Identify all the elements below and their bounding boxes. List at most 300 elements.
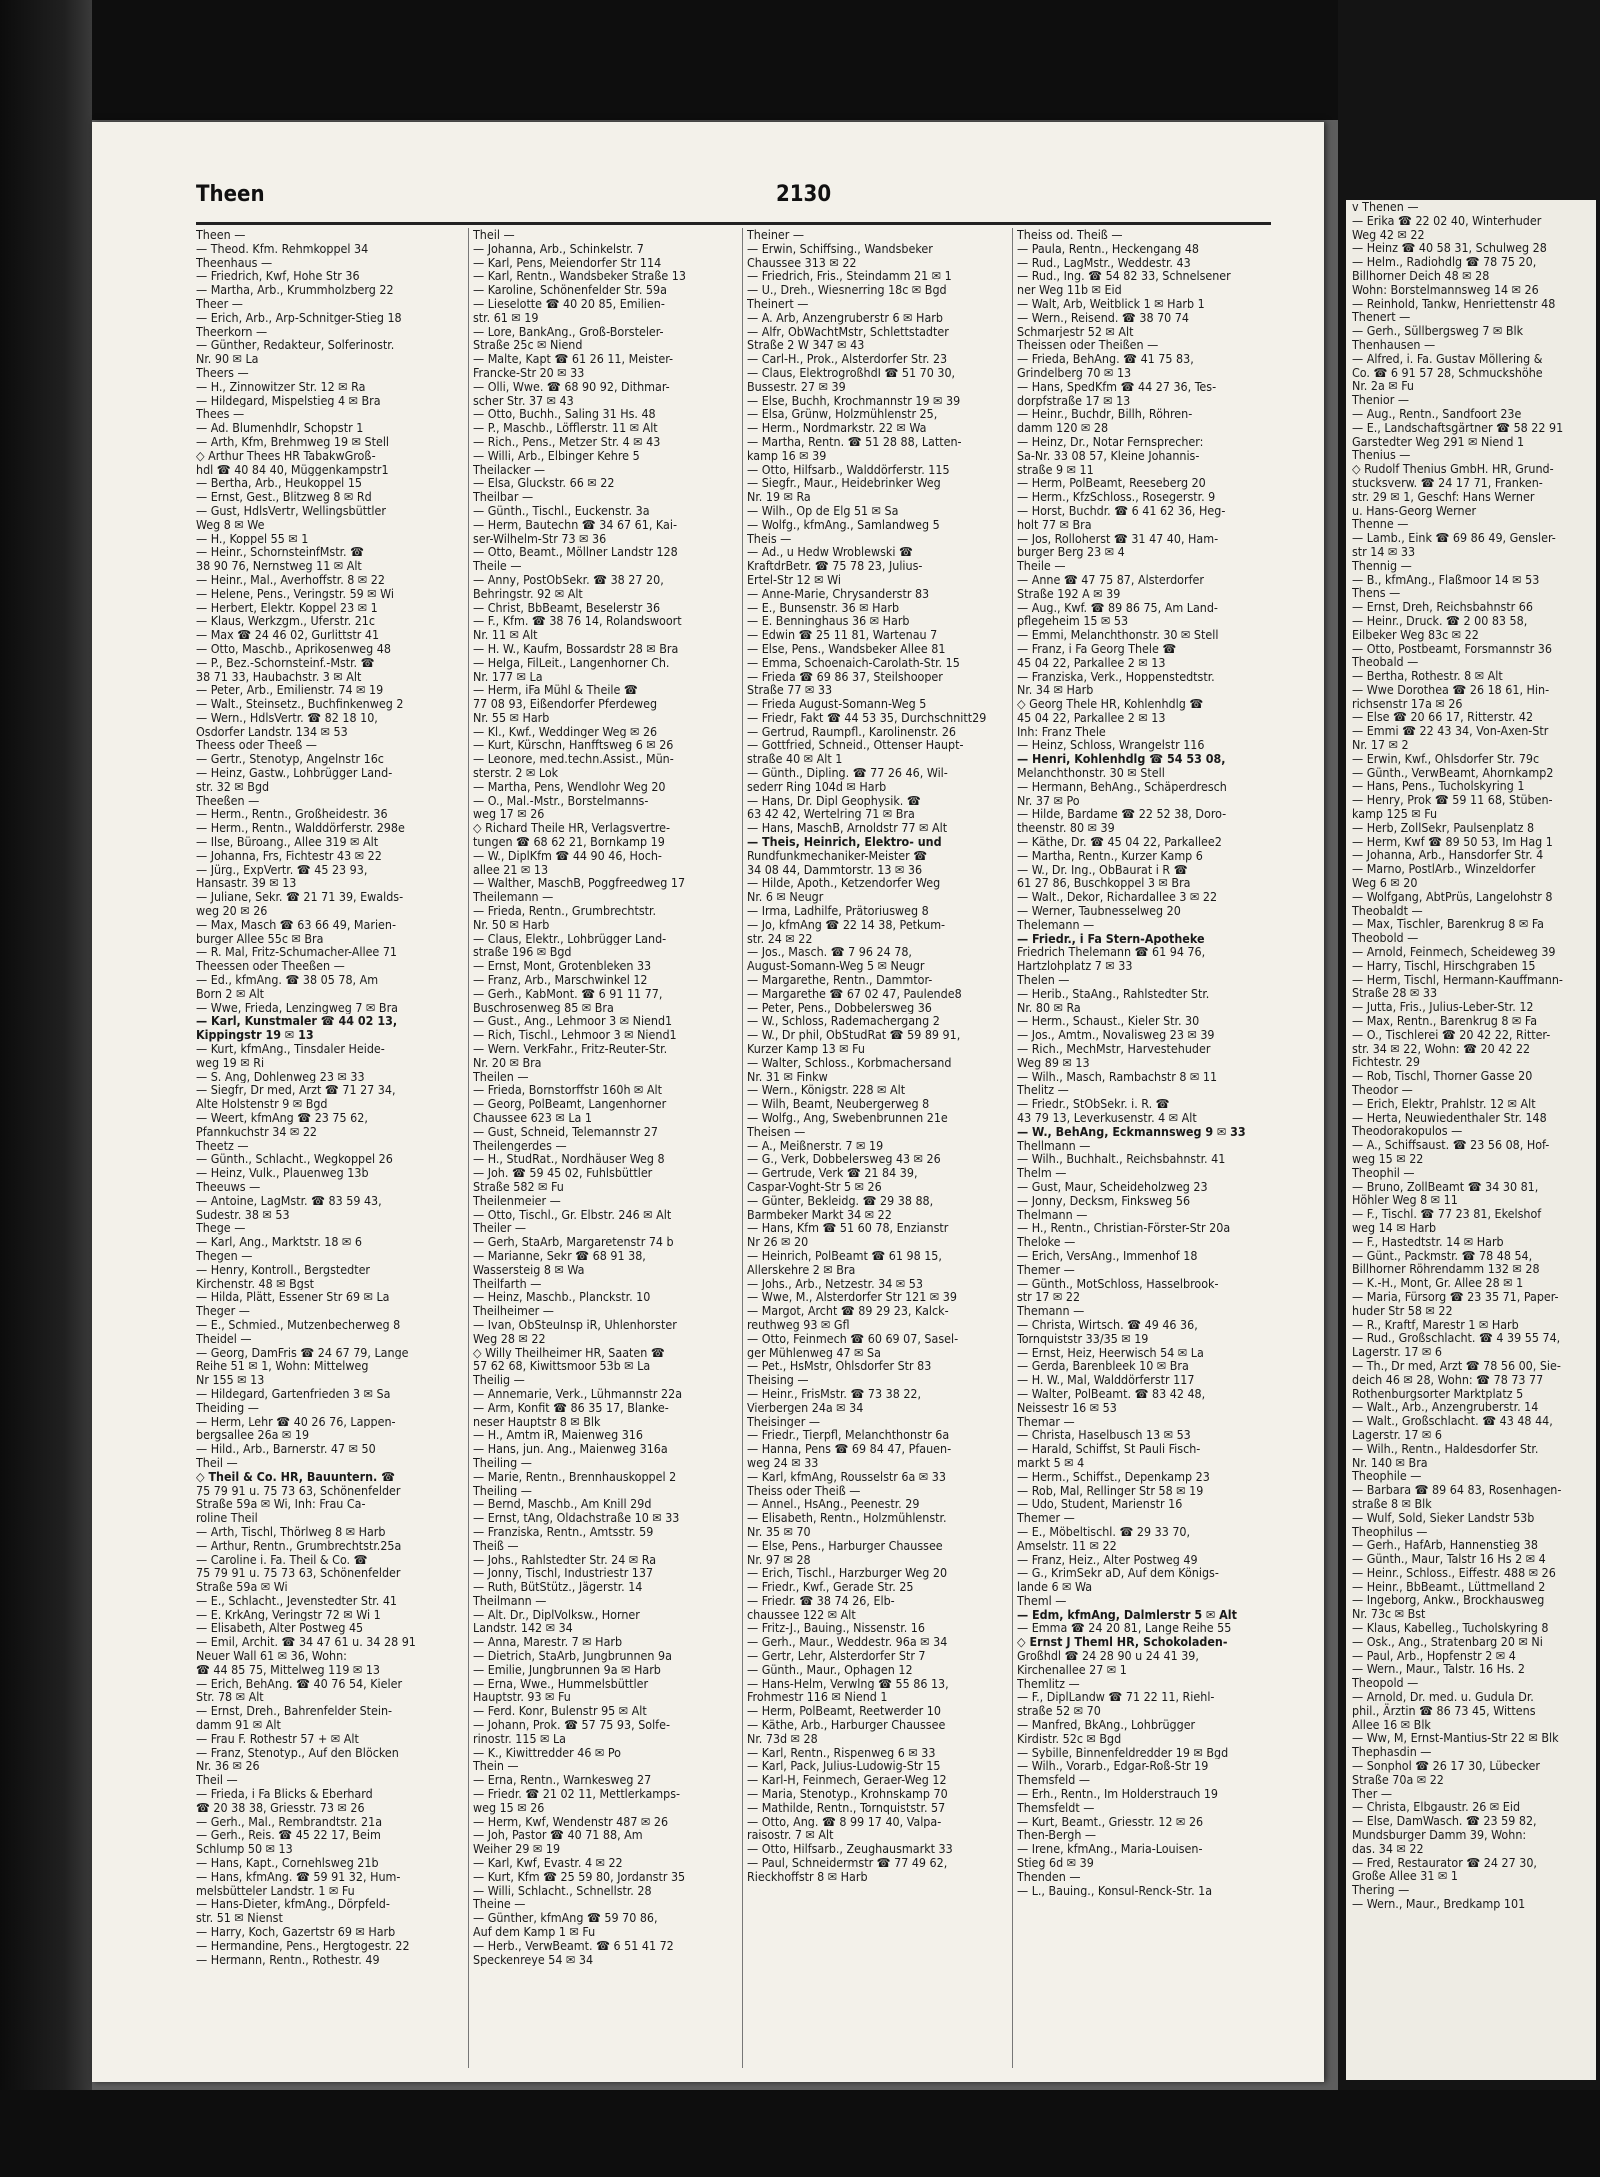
directory-entry: ◇ Willy Theilheimer HR, Saaten ☎	[473, 1345, 665, 1360]
directory-entry: Weg 8 ✉ We	[196, 517, 265, 532]
directory-entry: — Günther, kfmAng ☎ 59 70 86,	[473, 1911, 658, 1926]
directory-entry: Thelm —	[1017, 1166, 1067, 1180]
directory-entry: — Heinz, Schloss, Wrangelstr 116	[1017, 738, 1205, 753]
directory-entry: 61 27 86, Buschkoppel 3 ✉ Bra	[1017, 876, 1191, 891]
directory-entry: — Arm, Konfit ☎ 86 35 17, Blanke-	[473, 1400, 669, 1415]
directory-entry: — Elsa, Grünw, Holzmühlenstr 25,	[747, 407, 938, 422]
directory-entry: — Hans, Kapt., Cornehlsweg 21b	[196, 1856, 379, 1870]
directory-entry: Theen —	[196, 228, 246, 242]
adjacent-entry: — R., Kraftf, Marestr 1 ✉ Harb	[1352, 1316, 1519, 1332]
directory-entry: — Friedr., StObSekr. i. R. ☎	[1017, 1097, 1170, 1111]
adjacent-entry: stucksverw. ☎ 24 17 71, Franken-	[1352, 474, 1543, 490]
directory-entry: — Franz, i Fa Georg Thele ☎	[1017, 641, 1177, 656]
directory-entry: Thelemann —	[1017, 917, 1095, 932]
directory-entry: — Kurt, Kfm ☎ 25 59 80, Jordanstr 35	[473, 1869, 686, 1884]
directory-entry: — U., Dreh., Wiesnerring 18c ✉ Bgd	[747, 283, 947, 297]
directory-entry: — Friedrich, Fris., Steindamm 21 ✉ 1	[747, 269, 952, 284]
directory-entry: — H., StudRat., Nordhäuser Weg 8	[473, 1152, 665, 1167]
column-2	[468, 228, 729, 2068]
directory-entry: — Gust., Ang., Lehmoor 3 ✉ Niend1	[473, 1014, 673, 1029]
adjacent-entry: — O., Tischlerei ☎ 20 42 22, Ritter-	[1352, 1026, 1551, 1042]
directory-entry: — H. W., Kaufm, Bossardstr 28 ✉ Bra	[473, 641, 679, 656]
directory-entry: — Hild., Arb., Barnerstr. 47 ✉ 50	[196, 1442, 376, 1456]
directory-entry: ◇ Theil & Co. HR, Bauuntern. ☎	[196, 1469, 396, 1484]
directory-entry: ger Mühlenweg 47 ✉ Sa	[747, 1345, 881, 1360]
directory-columns	[196, 228, 1271, 2068]
adjacent-entry: — Günt., Packmstr. ☎ 78 48 54,	[1352, 1247, 1533, 1263]
directory-entry: — Klaus, Werkzgm., Uferstr. 21c	[196, 614, 376, 629]
adjacent-entry: Theobaldt —	[1352, 902, 1423, 918]
adjacent-entry: Weg 6 ✉ 20	[1352, 875, 1418, 891]
directory-entry: — Jonny, Tischl, Industriestr 137	[473, 1566, 654, 1581]
directory-entry: Theeuws —	[196, 1179, 261, 1194]
directory-entry: — Gottfried, Schneid., Ottenser Haupt-	[747, 738, 964, 753]
directory-entry: — Peter, Arb., Emilienstr. 74 ✉ 19	[196, 683, 384, 698]
directory-entry: — Kurt, Kürschn, Hanfftsweg 6 ✉ 26	[473, 738, 674, 753]
adjacent-entry: — Helm., Radiohdlg ☎ 78 75 20,	[1352, 254, 1537, 270]
directory-entry: — R. Mal, Fritz-Schumacher-Allee 71	[196, 945, 398, 960]
adjacent-entry: kamp 125 ✉ Fu	[1352, 806, 1438, 822]
directory-entry: — Werner, Taubnesselweg 20	[1017, 904, 1181, 918]
adjacent-entry: — Aug., Rentn., Sandfoort 23e	[1352, 405, 1522, 421]
directory-entry: — G., Verk, Dobbelersweg 43 ✉ 26	[747, 1152, 941, 1167]
directory-entry: — Marie, Rentn., Brennhauskoppel 2	[473, 1469, 677, 1484]
directory-entry: Allerskehre 2 ✉ Bra	[747, 1262, 856, 1277]
adjacent-page-column	[1346, 200, 1596, 1911]
directory-entry: Rieckhoffstr 8 ✉ Harb	[747, 1869, 868, 1884]
directory-entry: — Margarethe, Rentn., Dammtor-	[747, 973, 933, 987]
directory-entry: — W., BehAng, Eckmannsweg 9 ✉ 33	[1017, 1124, 1246, 1139]
adjacent-entry: Garstedter Weg 291 ✉ Niend 1	[1352, 433, 1525, 449]
adjacent-entry: — Rud., Großschlacht. ☎ 4 39 55 74,	[1352, 1330, 1561, 1346]
adjacent-entry: — Erwin, Kwf., Ohlsdorfer Str. 79c	[1352, 750, 1540, 766]
directory-entry: Theeßen —	[196, 793, 260, 808]
directory-entry: Thein —	[473, 1759, 519, 1774]
adjacent-entry: — Otto, Postbeamt, Forsmannstr 36	[1352, 640, 1552, 656]
adjacent-entry: str. 29 ✉ 1, Geschf: Hans Werner	[1352, 488, 1535, 504]
adjacent-entry: — Herta, Neuwiedenthaler Str. 148	[1352, 1109, 1547, 1125]
directory-entry: — Juliane, Sekr. ☎ 21 71 39, Ewalds-	[196, 890, 404, 905]
directory-entry: — Otto, Ang. ☎ 8 99 17 40, Valpa-	[747, 1814, 942, 1829]
directory-entry: — Günth., Schlacht., Wegkoppel 26	[196, 1152, 393, 1167]
directory-entry: — A. Arb, Anzengruberstr 6 ✉ Harb	[747, 310, 943, 325]
directory-entry: — Otto, Feinmech ☎ 60 69 07, Sasel-	[747, 1331, 959, 1346]
directory-entry: — Herbert, Elektr. Koppel 23 ✉ 1	[196, 600, 378, 615]
directory-entry: — Emma ☎ 24 20 81, Lange Reihe 55	[1017, 1621, 1232, 1636]
directory-entry: — Carl-H., Prok., Alsterdorfer Str. 23	[747, 352, 948, 366]
directory-entry: — P., Bez.-Schornsteinf.-Mstr. ☎	[196, 655, 375, 670]
directory-entry: Nr. 31 ✉ Finkw	[747, 1069, 828, 1084]
directory-entry: — H., Koppel 55 ✉ 1	[196, 531, 309, 546]
directory-entry: Theilengerdes —	[473, 1138, 567, 1153]
adjacent-entry: Fichtestr. 29	[1352, 1054, 1420, 1070]
adjacent-entry: Thephasdin —	[1352, 1744, 1432, 1760]
directory-entry: Vierbergen 24a ✉ 34	[747, 1400, 864, 1415]
directory-entry: burger Allee 55c ✉ Bra	[196, 931, 324, 946]
directory-entry: 34 08 44, Dammtorstr. 13 ✉ 36	[747, 862, 923, 877]
directory-entry: — Hans, MaschB, Arnoldstr 77 ✉ Alt	[747, 821, 948, 836]
directory-entry: — Otto, Beamt., Möllner Landstr 128	[473, 545, 678, 560]
directory-entry: — Johanna, Arb., Schinkelstr. 7	[473, 241, 644, 256]
adjacent-entry: str. 34 ✉ 22, Wohn: ☎ 20 42 22	[1352, 1040, 1531, 1056]
directory-entry: — Hermandine, Pens., Hergtogestr. 22	[196, 1938, 410, 1953]
directory-entry: Nr. 20 ✉ Bra	[473, 1055, 542, 1070]
adjacent-entry: Straße 28 ✉ 33	[1352, 985, 1438, 1001]
directory-entry: — Otto, Maschb., Aprikosenweg 48	[196, 641, 391, 656]
directory-entry: Themsfeldt —	[1017, 1800, 1095, 1815]
directory-entry: — Joh. ☎ 59 45 02, Fuhlsbüttler	[473, 1166, 653, 1180]
directory-entry: — Friedr, Fakt ☎ 44 53 35, Durchschnitt29	[747, 710, 987, 725]
directory-entry: — Hermann, Rentn., Rothestr. 49	[196, 1952, 380, 1967]
directory-entry: — Heinz, Vulk., Plauenweg 13b	[196, 1166, 369, 1180]
adjacent-entry: — Herm, Tischl, Hermann-Kauffmann-	[1352, 971, 1563, 987]
directory-entry: Straße 25c ✉ Niend	[473, 338, 583, 353]
adjacent-entry: — Klaus, Kabelleg., Tucholskyring 8	[1352, 1620, 1549, 1636]
directory-entry: Hansastr. 39 ✉ 13	[196, 876, 297, 891]
directory-entry: — Frieda August-Somann-Weg 5	[747, 697, 927, 711]
directory-entry: — Manfred, BkAng., Lohbrügger	[1017, 1718, 1196, 1732]
directory-entry: — Jürg., ExpVertr. ☎ 45 23 93,	[196, 862, 368, 877]
directory-entry: — Herm, Lehr ☎ 40 26 76, Lappen-	[196, 1414, 396, 1429]
directory-entry: Chaussee 313 ✉ 22	[747, 255, 857, 270]
adjacent-entry: straße 8 ✉ Blk	[1352, 1495, 1432, 1511]
directory-entry: — Karoline, Schönenfelder Str. 59a	[473, 283, 667, 297]
directory-entry: Nr. 34 ✉ Harb	[1017, 683, 1094, 698]
directory-entry: — Alt. Dr., DiplVolksw., Horner	[473, 1607, 640, 1622]
directory-entry: str. 61 ✉ 19	[473, 310, 539, 325]
directory-entry: Schlump 50 ✉ 13	[196, 1842, 293, 1857]
directory-entry: — Heinz, Gastw., Lohbrügger Land-	[196, 766, 393, 780]
directory-entry: Wassersteig 8 ✉ Wa	[473, 1262, 585, 1277]
directory-entry: — Herb., VerwBeamt. ☎ 6 51 41 72	[473, 1938, 674, 1953]
directory-entry: — Anne ☎ 47 75 87, Alsterdorfer	[1017, 572, 1204, 587]
directory-entry: — Hildegard, Mispelstieg 4 ✉ Bra	[196, 393, 381, 408]
running-head: Theen	[196, 182, 265, 207]
directory-entry: 63 42 42, Wertelring 71 ✉ Bra	[747, 807, 915, 822]
directory-entry: — Gerh., KabMont. ☎ 6 91 11 77,	[473, 986, 663, 1001]
directory-entry: Weg 89 ✉ 13	[1017, 1055, 1090, 1070]
directory-entry: — Arth, Kfm, Brehmweg 19 ✉ Stell	[196, 434, 390, 449]
directory-entry: — Antoine, LagMstr. ☎ 83 59 43,	[196, 1193, 382, 1208]
directory-entry: Weiher 29 ✉ 19	[473, 1842, 561, 1857]
directory-entry: Theis —	[747, 531, 792, 546]
directory-entry: Theissen oder Theißen —	[1017, 338, 1159, 353]
directory-entry: — Friedr. ☎ 38 74 26, Elb-	[747, 1593, 895, 1608]
directory-entry: — Otto, Buchh., Saling 31 Hs. 48	[473, 407, 656, 422]
directory-entry: Nr. 11 ✉ Alt	[473, 628, 538, 642]
directory-entry: — Frieda, BehAng. ☎ 41 75 83,	[1017, 352, 1194, 366]
directory-entry: — Heinr., FrisMstr. ☎ 73 38 22,	[747, 1386, 922, 1401]
directory-entry: 45 04 22, Parkallee 2 ✉ 13	[1017, 655, 1166, 670]
directory-entry: Straße 192 A ✉ 39	[1017, 586, 1121, 601]
directory-entry: Theil —	[196, 1455, 238, 1470]
directory-entry: — Wilh., Buchhalt., Reichsbahnstr. 41	[1017, 1152, 1226, 1167]
directory-entry: Theil —	[473, 228, 515, 242]
directory-entry: — Heinr., Mal., Averhoffstr. 8 ✉ 22	[196, 572, 385, 587]
directory-entry: damm 120 ✉ 28	[1017, 421, 1109, 435]
directory-entry: — Erich, BehAng. ☎ 40 76 54, Kieler	[196, 1676, 403, 1691]
directory-entry: — Maria, Stenotyp., Krohnskamp 70	[747, 1787, 948, 1801]
directory-entry: Kirdistr. 52c ✉ Bgd	[1017, 1731, 1122, 1746]
adjacent-entry: deich 46 ✉ 28, Wohn: ☎ 78 73 77	[1352, 1371, 1544, 1387]
directory-entry: — Herm, iFa Mühl & Theile ☎	[473, 683, 638, 698]
directory-entry: 43 79 13, Leverkusenstr. 4 ✉ Alt	[1017, 1111, 1197, 1125]
directory-entry: Then-Bergh —	[1017, 1828, 1097, 1843]
directory-entry: — Gust, Maur, Scheideholzweg 23	[1017, 1179, 1208, 1194]
directory-entry: — P., Maschb., Löfflerstr. 11 ✉ Alt	[473, 421, 658, 435]
directory-entry: — Paul, Schneidermstr ☎ 77 49 62,	[747, 1856, 948, 1870]
directory-entry: — Johs., Arb., Netzestr. 34 ✉ 53	[747, 1276, 923, 1291]
directory-entry: — Hermann, BehAng., Schäperdresch	[1017, 779, 1227, 794]
adjacent-entry: — Jutta, Fris., Julius-Leber-Str. 12	[1352, 999, 1534, 1015]
directory-entry: — Karl, Pens, Meiendorfer Str 114	[473, 255, 662, 270]
adjacent-entry: — Harry, Tischl, Hirschgraben 15	[1352, 957, 1536, 973]
directory-entry: Grindelberg 70 ✉ 13	[1017, 365, 1132, 380]
directory-entry: Weg 28 ✉ 22	[473, 1331, 546, 1346]
directory-entry: — Wern., HdlsVertr. ☎ 82 18 10,	[196, 710, 378, 725]
directory-entry: Frohmestr 116 ✉ Niend 1	[747, 1690, 888, 1705]
directory-entry: Nr. 37 ✉ Po	[1017, 793, 1080, 808]
adjacent-entry: Theophile —	[1352, 1468, 1422, 1484]
directory-entry: — Georg, PolBeamt, Langenhorner	[473, 1097, 667, 1111]
directory-entry: str. 32 ✉ Bgd	[196, 779, 270, 794]
adjacent-entry: Billhorner Röhrendamm 132 ✉ 28	[1352, 1261, 1540, 1277]
directory-entry: Theiner —	[747, 228, 805, 242]
directory-entry: Theile —	[473, 559, 522, 573]
directory-entry: — Peter, Pens., Dobbelersweg 36	[747, 1000, 932, 1015]
directory-entry: — Wern., Reisend. ☎ 38 70 74	[1017, 310, 1189, 325]
adjacent-entry: — Max, Tischler, Barenkrug 8 ✉ Fa	[1352, 916, 1545, 932]
adjacent-entry: Billhorner Deich 48 ✉ 28	[1352, 267, 1490, 283]
adjacent-entry: — Heinr., BbBeamt., Lüttmelland 2	[1352, 1578, 1546, 1594]
adjacent-entry: — Johanna, Arb., Hansdorfer Str. 4	[1352, 847, 1544, 863]
directory-entry: Friedrich Thelemann ☎ 61 94 76,	[1017, 945, 1206, 960]
directory-entry: — Joh, Pastor ☎ 40 71 88, Am	[473, 1828, 643, 1843]
directory-entry: Nr. 36 ✉ 26	[196, 1759, 260, 1774]
adjacent-entry: — Erika ☎ 22 02 40, Winterhuder	[1352, 212, 1542, 228]
directory-entry: — Karl, Kwf, Evastr. 4 ✉ 22	[473, 1856, 623, 1870]
directory-entry: Themsfeld —	[1017, 1773, 1091, 1788]
directory-entry: — Theod. Kfm. Rehmkoppel 34	[196, 241, 369, 256]
directory-entry: Nr. 90 ✉ La	[196, 352, 259, 366]
directory-entry: — Herm., Rentn., Walddörferstr. 298e	[196, 821, 405, 836]
header-rule	[196, 222, 1271, 225]
directory-entry: burger Berg 23 ✉ 4	[1017, 545, 1125, 560]
directory-entry: — Hans, Kfm ☎ 51 60 78, Enzianstr	[747, 1221, 949, 1236]
directory-entry: — Rich, Tischl., Lehmoor 3 ✉ Niend1	[473, 1028, 677, 1043]
directory-entry: Theile —	[1017, 559, 1066, 573]
directory-entry: straße 196 ✉ Bgd	[473, 945, 572, 960]
directory-entry: 45 04 22, Parkallee 2 ✉ 13	[1017, 710, 1166, 725]
directory-entry: Melanchthonstr. 30 ✉ Stell	[1017, 766, 1165, 780]
directory-entry: — Günter, Bekleidg. ☎ 29 38 88,	[747, 1193, 934, 1208]
directory-entry: Theer —	[196, 296, 243, 311]
directory-entry: Caspar-Voght-Str 5 ✉ 26	[747, 1179, 882, 1194]
directory-entry: — Kurt, kfmAng., Tinsdaler Heide-	[196, 1042, 385, 1056]
directory-entry: — Claus, ElektrogroßhdI ☎ 51 70 30,	[747, 365, 956, 380]
directory-entry: Straße 582 ✉ Fu	[473, 1179, 564, 1194]
directory-entry: weg 24 ✉ 33	[747, 1455, 819, 1470]
directory-entry: — Hans-Dieter, kfmAng., Dörpfeld-	[196, 1897, 390, 1912]
directory-entry: Auf dem Kamp 1 ✉ Fu	[473, 1925, 596, 1939]
directory-entry: Alte Holstenstr 9 ✉ Bgd	[196, 1097, 328, 1111]
adjacent-entry: weg 14 ✉ Harb	[1352, 1219, 1437, 1235]
directory-entry: reuthweg 93 ✉ Gfl	[747, 1317, 850, 1332]
directory-entry: str 17 ✉ 22	[1017, 1290, 1081, 1305]
directory-entry: — Karl, kfmAng, Rousselstr 6a ✉ 33	[747, 1469, 946, 1484]
directory-entry: — Edwin ☎ 25 11 81, Wartenau 7	[747, 628, 938, 642]
directory-entry: — Hilda, Plätt, Essener Str 69 ✉ La	[196, 1290, 390, 1305]
directory-entry: — E. KrkAng, Veringstr 72 ✉ Wi 1	[196, 1607, 381, 1622]
directory-entry: — Otto, Tischl., Gr. Elbstr. 246 ✉ Alt	[473, 1207, 672, 1222]
directory-entry: — W., DiplKfm ☎ 44 90 46, Hoch-	[473, 848, 662, 863]
directory-entry: Francke-Str 20 ✉ 33	[473, 365, 585, 380]
directory-entry: Themlitz —	[1017, 1676, 1080, 1691]
directory-entry: Theetz —	[196, 1138, 249, 1153]
directory-entry: Rundfunkmechaniker-Meister ☎	[747, 848, 928, 863]
directory-entry: — Anna, Marestr. 7 ✉ Harb	[473, 1635, 623, 1650]
page-number: 2130	[776, 182, 832, 207]
adjacent-entry: — B., kfmAng., Flaßmoor 14 ✉ 53	[1352, 571, 1540, 587]
directory-entry: — Herm, Kwf, Wendenstr 487 ✉ 26	[473, 1814, 669, 1829]
directory-entry: — O., Mal.-Mstr., Borstelmanns-	[473, 793, 649, 808]
directory-entry: hdl ☎ 40 84 40, Müggenkampstr1	[196, 462, 389, 477]
directory-entry: — Frieda, i Fa Blicks & Eberhard	[196, 1787, 373, 1801]
directory-entry: — Emilie, Jungbrunnen 9a ✉ Harb	[473, 1662, 661, 1677]
directory-entry: Theger —	[196, 1304, 250, 1318]
directory-entry: — Ed., kfmAng. ☎ 38 05 78, Am	[196, 973, 379, 987]
adjacent-entry: — Max, Rentn., Barenkrug 8 ✉ Fa	[1352, 1013, 1538, 1029]
directory-entry: — Karl-H, Feinmech, Geraer-Weg 12	[747, 1773, 947, 1788]
directory-entry: Theiss od. Theiß —	[1017, 228, 1123, 242]
directory-entry: — Bernd, Maschb., Am Knill 29d	[473, 1497, 652, 1512]
directory-entry: str. 51 ✉ Nienst	[196, 1911, 283, 1926]
directory-entry: Thelen —	[1017, 973, 1070, 987]
directory-entry: — Herm., Schaust., Kieler Str. 30	[1017, 1014, 1200, 1029]
adjacent-entry: — Ww, M, Ernst-Mantius-Str 22 ✉ Blk	[1352, 1730, 1559, 1746]
directory-entry: Behringstr. 92 ✉ Alt	[473, 586, 583, 601]
directory-entry: Theiß —	[473, 1538, 519, 1553]
directory-entry: — Henri, Kohlenhdlg ☎ 54 53 08,	[1017, 752, 1226, 767]
adjacent-entry: u. Hans-Georg Werner	[1352, 502, 1477, 518]
adjacent-entry: Thenius —	[1352, 447, 1411, 463]
directory-entry: Straße 2 W 347 ✉ 43	[747, 338, 865, 353]
directory-entry: Theilig —	[473, 1373, 525, 1387]
directory-entry: — Fritz-J., Bauing., Nissenstr. 16	[747, 1621, 925, 1636]
directory-entry: Nr. 97 ✉ 28	[747, 1552, 811, 1567]
adjacent-entry: — Arnold, Feinmech, Scheideweg 39	[1352, 944, 1556, 960]
directory-entry: straße 52 ✉ 70	[1017, 1704, 1101, 1719]
directory-entry: — E., Schlacht., Jevenstedter Str. 41	[196, 1593, 398, 1608]
directory-entry: — Emmi, Melanchthonstr. 30 ✉ Stell	[1017, 628, 1219, 642]
adjacent-entry: — Emmi ☎ 22 43 34, Von-Axen-Str	[1352, 723, 1549, 739]
directory-entry: Theilmann —	[473, 1593, 547, 1608]
directory-entry: — Ernst, Heiz, Heerwisch 54 ✉ La	[1017, 1345, 1204, 1360]
directory-entry: — Elsa, Gluckstr. 66 ✉ 22	[473, 476, 615, 491]
adjacent-entry: Theobald —	[1352, 654, 1419, 670]
adjacent-entry: — Alfred, i. Fa. Gustav Möllering &	[1352, 350, 1543, 366]
adjacent-entry: Lagerstr. 17 ✉ 6	[1352, 1344, 1442, 1360]
directory-entry: — Gerh, StaArb, Margaretenstr 74 b	[473, 1235, 674, 1249]
directory-entry: — Walt., Dekor, Richardallee 3 ✉ 22	[1017, 890, 1218, 905]
directory-entry: — Edm, kfmAng, Dalmlerstr 5 ✉ Alt	[1017, 1607, 1237, 1622]
directory-entry: — Gertrude, Verk ☎ 21 84 39,	[747, 1166, 918, 1180]
directory-entry: — Gust, HdlsVertr, Wellingsbüttler	[196, 503, 386, 518]
directory-entry: Kurzer Kamp 13 ✉ Fu	[747, 1042, 865, 1056]
directory-entry: Nr. 19 ✉ Ra	[747, 490, 811, 504]
directory-entry: — Sybille, Binnenfeldredder 19 ✉ Bgd	[1017, 1745, 1229, 1760]
directory-entry: — Udo, Student, Marienstr 16	[1017, 1497, 1183, 1512]
directory-entry: rinostr. 115 ✉ La	[473, 1731, 566, 1746]
directory-entry: — E. Benninghaus 36 ✉ Harb	[747, 614, 910, 629]
adjacent-entry: — K.-H., Mont, Gr. Allee 28 ✉ 1	[1352, 1275, 1524, 1291]
directory-entry: — Rich., MechMstr, Harvestehuder	[1017, 1042, 1211, 1056]
directory-entry: — Harry, Koch, Gazertstr 69 ✉ Harb	[196, 1925, 396, 1939]
directory-entry: scher Str. 37 ✉ 43	[473, 393, 574, 408]
directory-entry: — Kurt, Beamt., Griesstr. 12 ✉ 26	[1017, 1814, 1204, 1829]
directory-entry: — Annemarie, Verk., Lühmannstr 22a	[473, 1386, 683, 1401]
directory-entry: Theilemann —	[473, 890, 554, 905]
directory-entry: — Otto, Hilfsarb., Zeughausmarkt 33	[747, 1842, 953, 1857]
directory-entry: — Walt., Steinsetz., Buchfinkenweg 2	[196, 697, 404, 711]
directory-entry: — H. W., Mal, Walddörferstr 117	[1017, 1373, 1195, 1387]
directory-entry: — Hans, kfmAng. ☎ 59 91 32, Hum-	[196, 1869, 401, 1884]
directory-entry: Osdorfer Landstr. 134 ✉ 53	[196, 724, 348, 739]
directory-entry: — Franz, Stenotyp., Auf den Blöcken	[196, 1745, 399, 1760]
directory-entry: Theiding —	[196, 1400, 259, 1415]
directory-entry: — Christa, Haselbusch 13 ✉ 53	[1017, 1428, 1191, 1443]
adjacent-entry: — Th., Dr med, Arzt ☎ 78 56 00, Sie-	[1352, 1357, 1561, 1373]
directory-entry: — Walther, MaschB, Poggfreedweg 17	[473, 876, 686, 891]
adjacent-entry: — Wern., Maur., Bredkamp 101	[1352, 1896, 1526, 1911]
directory-entry: — Max ☎ 24 46 02, Gurlittstr 41	[196, 628, 380, 642]
adjacent-entry: — Erich, Elektr, Prahlstr. 12 ✉ Alt	[1352, 1095, 1536, 1111]
directory-entry: pflegeheim 15 ✉ 53	[1017, 614, 1129, 629]
adjacent-entry: — Bertha, Rothestr. 8 ✉ Alt	[1352, 668, 1503, 684]
directory-entry: Theessen oder Theeßen —	[196, 959, 345, 974]
directory-entry: theenstr. 80 ✉ 39	[1017, 821, 1115, 836]
directory-entry: — F., DiplLandw ☎ 71 22 11, Riehl-	[1017, 1690, 1215, 1705]
directory-entry: Kirchenallee 27 ✉ 1	[1017, 1662, 1127, 1677]
directory-entry: Nr. 73d ✉ 28	[747, 1731, 818, 1746]
directory-entry: — Marianne, Sekr ☎ 68 91 38,	[473, 1248, 646, 1263]
directory-entry: Nr. 55 ✉ Harb	[473, 710, 550, 725]
adjacent-entry: — Marno, PostlArb., Winzeldorfer	[1352, 861, 1536, 877]
adjacent-entry: str 14 ✉ 33	[1352, 543, 1416, 559]
directory-entry: — E., Möbeltischl. ☎ 29 33 70,	[1017, 1524, 1191, 1539]
adjacent-entry: Thenne —	[1352, 516, 1409, 532]
directory-entry: — Herm, PolBeamt, Reeseberg 20	[1017, 476, 1206, 491]
directory-entry: Nr. 6 ✉ Neugr	[747, 890, 824, 905]
directory-entry: — Weert, kfmAng ☎ 23 75 62,	[196, 1111, 368, 1125]
directory-entry: damm 91 ✉ Alt	[196, 1718, 281, 1732]
directory-entry: — E., Bunsenstr. 36 ✉ Harb	[747, 600, 900, 615]
directory-entry: — Martha, Pens, Wendlohr Weg 20	[473, 779, 666, 794]
directory-entry: — Herib., StaAng., Rahlstedter Str.	[1017, 986, 1210, 1001]
directory-entry: Theml —	[1017, 1593, 1067, 1608]
directory-entry: — W., Schloss, Rademachergang 2	[747, 1014, 940, 1029]
directory-entry: — Erwin, Schiffsing., Wandsbeker	[747, 241, 933, 256]
directory-entry: — F., Kfm. ☎ 38 76 14, Rolandswoort	[473, 614, 682, 629]
directory-entry: Straße 77 ✉ 33	[747, 683, 833, 698]
adjacent-entry: Theodor —	[1352, 1082, 1413, 1097]
directory-entry: — Caroline i. Fa. Theil & Co. ☎	[196, 1552, 368, 1567]
directory-entry: ser-Wilhelm-Str 73 ✉ 36	[473, 531, 607, 546]
adjacent-entry: Thenior —	[1352, 392, 1409, 408]
adjacent-entry: Mundsburger Damm 39, Wohn:	[1352, 1827, 1527, 1843]
directory-entry: Theiling —	[473, 1483, 532, 1498]
directory-entry: — Margot, Archt ☎ 89 29 23, Kalck-	[747, 1304, 949, 1318]
